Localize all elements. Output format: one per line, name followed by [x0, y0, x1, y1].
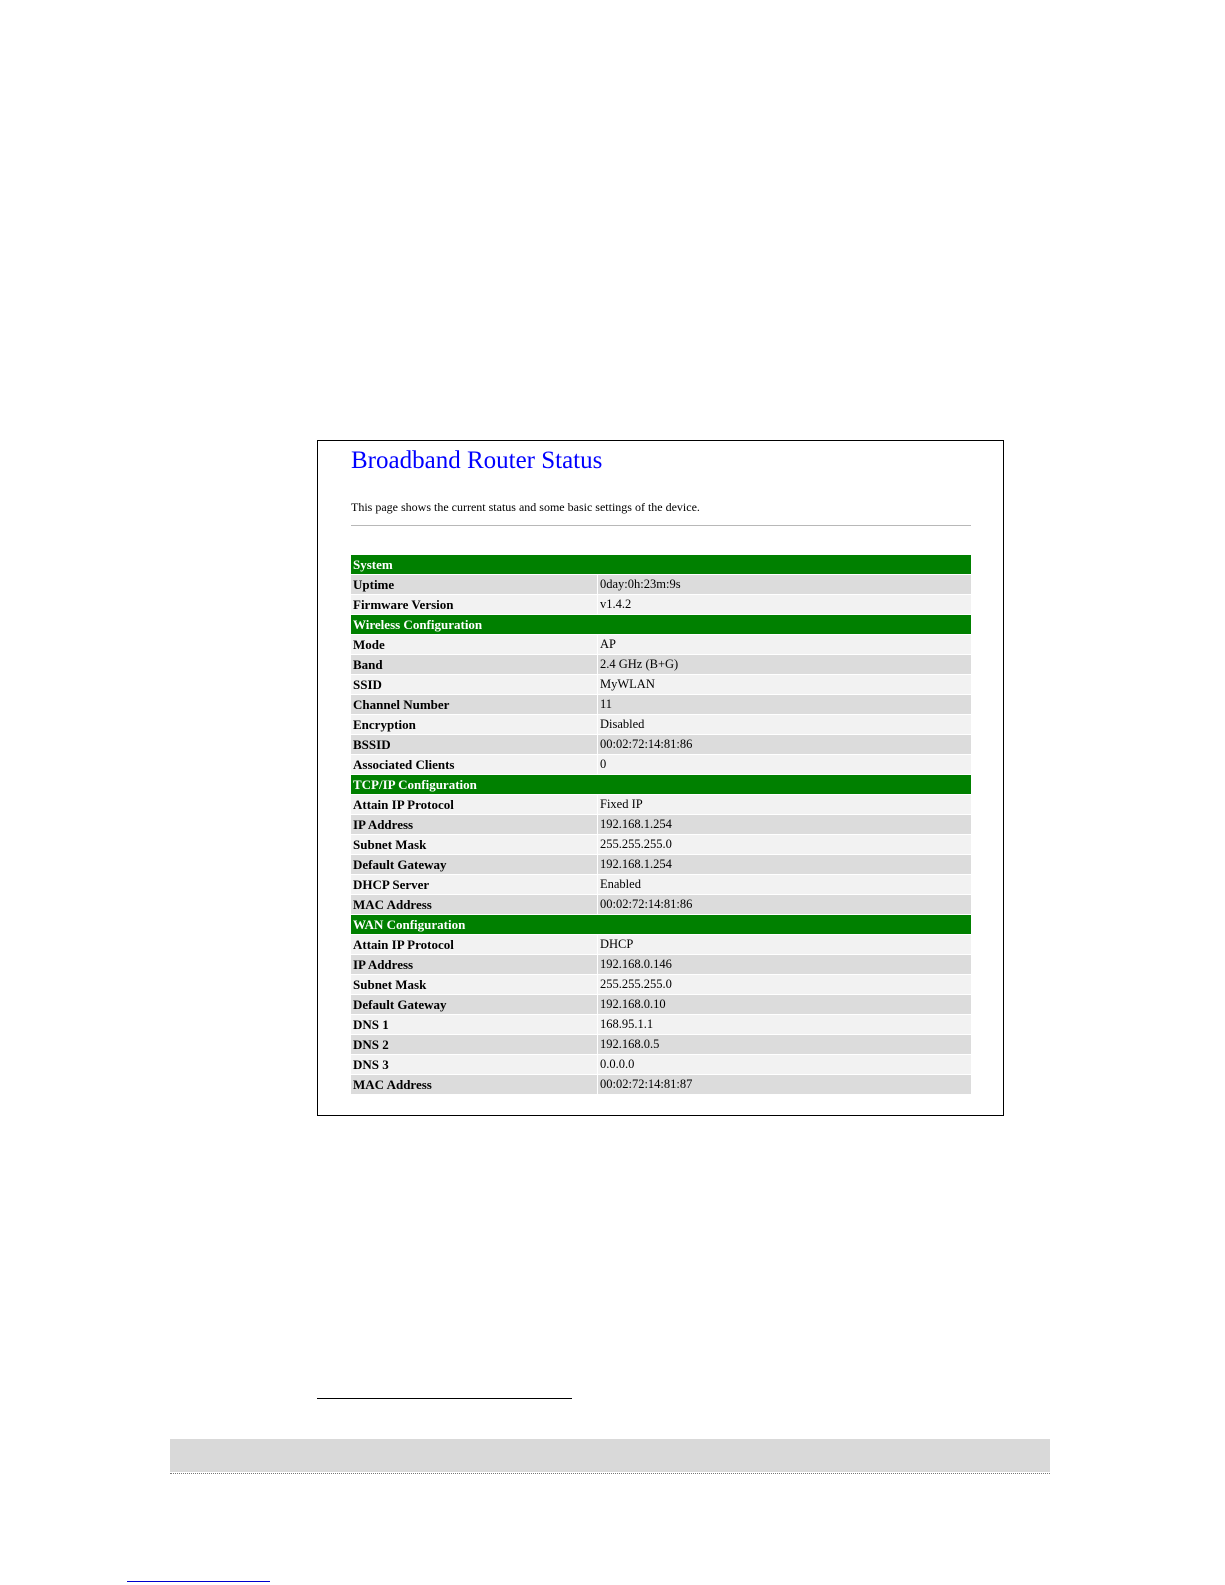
table-row — [351, 675, 971, 694]
section-header-wireless — [351, 615, 971, 634]
row-value: DHCP — [598, 935, 971, 954]
footer-dotted-line — [170, 1473, 1050, 1474]
row-label: Firmware Version — [351, 595, 597, 614]
section-header-system — [351, 555, 971, 574]
page-title: Broadband Router Status — [351, 447, 603, 474]
row-value: 192.168.0.146 — [598, 955, 971, 974]
section-header-tcpip — [351, 775, 971, 794]
divider — [351, 525, 971, 526]
table-row — [351, 895, 971, 914]
table-row — [351, 695, 971, 714]
row-label: Subnet Mask — [351, 975, 597, 994]
table-row — [351, 575, 971, 594]
row-label: SSID — [351, 675, 597, 694]
row-label: DNS 1 — [351, 1015, 597, 1034]
table-row — [351, 955, 971, 974]
table-row — [351, 1055, 971, 1074]
row-value: 255.255.255.0 — [598, 835, 971, 854]
table-row — [351, 815, 971, 834]
row-value: 168.95.1.1 — [598, 1015, 971, 1034]
row-label: DHCP Server — [351, 875, 597, 894]
row-label: Attain IP Protocol — [351, 795, 597, 814]
row-value: Disabled — [598, 715, 971, 734]
row-value: 192.168.1.254 — [598, 855, 971, 874]
row-label: DNS 2 — [351, 1035, 597, 1054]
row-value: 192.168.0.10 — [598, 995, 971, 1014]
table-row — [351, 835, 971, 854]
table-row — [351, 975, 971, 994]
row-value: 0.0.0.0 — [598, 1055, 971, 1074]
row-label: Mode — [351, 635, 597, 654]
row-label: Default Gateway — [351, 995, 597, 1014]
row-label: Attain IP Protocol — [351, 935, 597, 954]
table-row — [351, 1015, 971, 1034]
row-label: DNS 3 — [351, 1055, 597, 1074]
row-value: 192.168.0.5 — [598, 1035, 971, 1054]
row-label: Band — [351, 655, 597, 674]
table-row — [351, 635, 971, 654]
row-value: MyWLAN — [598, 675, 971, 694]
row-label: Subnet Mask — [351, 835, 597, 854]
page-description: This page shows the current status and some basic settings of the device. — [351, 500, 700, 514]
row-value: 0 — [598, 755, 971, 774]
table-row — [351, 1075, 971, 1094]
row-label: Associated Clients — [351, 755, 597, 774]
row-value: Enabled — [598, 875, 971, 894]
row-value: 00:02:72:14:81:86 — [598, 895, 971, 914]
footer-bar — [170, 1439, 1050, 1472]
table-row — [351, 655, 971, 674]
table-row — [351, 1035, 971, 1054]
row-label: MAC Address — [351, 895, 597, 914]
row-value: 00:02:72:14:81:86 — [598, 735, 971, 754]
section-header-wan — [351, 915, 971, 934]
row-label: IP Address — [351, 955, 597, 974]
row-label: Uptime — [351, 575, 597, 594]
link-underline — [127, 1581, 270, 1582]
table-row — [351, 595, 971, 614]
table-row — [351, 875, 971, 894]
table-row — [351, 995, 971, 1014]
row-value: 192.168.1.254 — [598, 815, 971, 834]
table-row — [351, 855, 971, 874]
footnote-separator — [317, 1398, 572, 1399]
table-row — [351, 795, 971, 814]
router-status-screenshot — [317, 440, 1004, 1116]
table-row — [351, 715, 971, 734]
row-value: AP — [598, 635, 971, 654]
row-label: Encryption — [351, 715, 597, 734]
row-label: IP Address — [351, 815, 597, 834]
row-label: Default Gateway — [351, 855, 597, 874]
row-value: 11 — [598, 695, 971, 714]
table-row — [351, 755, 971, 774]
table-row — [351, 935, 971, 954]
row-value: 255.255.255.0 — [598, 975, 971, 994]
row-label: BSSID — [351, 735, 597, 754]
section-title: System — [351, 555, 971, 574]
row-value: Fixed IP — [598, 795, 971, 814]
row-value: v1.4.2 — [598, 595, 971, 614]
section-title: WAN Configuration — [351, 915, 971, 934]
row-value: 00:02:72:14:81:87 — [598, 1075, 971, 1094]
row-label: Channel Number — [351, 695, 597, 714]
row-value: 2.4 GHz (B+G) — [598, 655, 971, 674]
table-row — [351, 735, 971, 754]
section-title: Wireless Configuration — [351, 615, 971, 634]
status-table — [350, 554, 972, 1095]
section-title: TCP/IP Configuration — [351, 775, 971, 794]
row-label: MAC Address — [351, 1075, 597, 1094]
row-value: 0day:0h:23m:9s — [598, 575, 971, 594]
